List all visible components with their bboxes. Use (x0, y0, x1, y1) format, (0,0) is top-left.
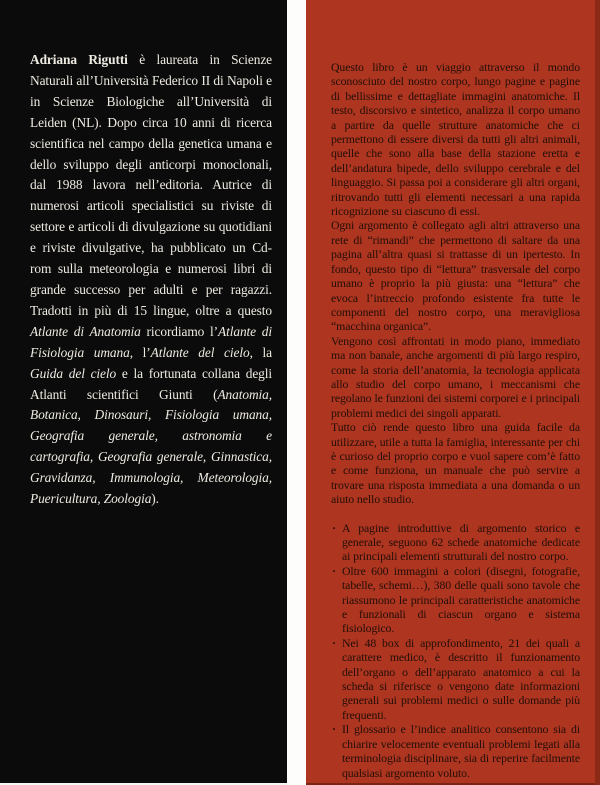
author-bio-panel (0, 0, 287, 785)
bio-text-segment: Anatomia, Botanica, Dinosauri, Fisiologia umana, Geografia generale, astronomia e cartografia, Geografia generale, Ginnastica, Gravidanza, Immunologia, Meteorologia, Puericultura, Zoologia (30, 386, 272, 507)
feature-item-text: Nei 48 box di approfondimento, 21 dei quali a carattere medico, è descritto il funzionamento dell’organo o dell’apparato anatomico a cui la scheda si riferisce o vengono date informazioni generali sui problemi medici o sulle domande più frequenti. (342, 635, 580, 722)
description-paragraph: Vengono così affrontati in modo piano, immediato ma non banale, anche argomenti di più largo respiro, come la storia dell’anatomia, la tecnologia applicata allo studio del corpo umano, i meccanismi che regolano le funzioni dei sistemi corporei e i principali problemi medici dei singoli apparati. (331, 333, 580, 420)
spine-divider (287, 0, 306, 785)
feature-item (331, 722, 580, 780)
bio-text-segment: , l’ (129, 344, 151, 360)
author-bio-text (30, 50, 272, 510)
book-description-paragraphs (331, 60, 580, 507)
bio-text-segment: , la (249, 344, 272, 360)
feature-item-text: Oltre 600 immagini a colori (disegni, fotografie, tabelle, schemi…), 380 delle quali sono tavole che riassumono le principali caratteristiche anatomiche e funzionali di ciascun organo e sistema fisiologico. (342, 563, 580, 636)
bio-text-segment: e la fortunata collana degli Atlanti scientifici Giunti ( (30, 365, 272, 402)
description-paragraph: Tutto ciò rende questo libro una guida facile da utilizzare, utile a tutta la famiglia, interessante per chi è curioso del proprio corpo e vuol sapere com’è fatto e come funziona, un manuale che può servire a trovare una risposta immediata a una domanda o un aiuto nello studio. (331, 420, 580, 507)
bio-text-segment: Atlante di Fisiologia umana (30, 323, 272, 360)
bio-text-segment: è laureata in Scienze Naturali all’Università Federico II di Napoli e in Scienze Biologiche all’Università di Leiden (NL). Dopo circa 10 anni di ricerca scientifica nel campo della genetica umana e dello sviluppo degli anticorpi monoclonali, dal 1988 lavora nell’editoria. Autrice di numerosi articoli specialistici su riviste di settore e articoli di divulgazione su quotidiani e riviste divulgative, ha pubblicato un Cd-rom sulla meteorologia e numerosi libri di grande successo per adulti e per ragazzi. Tradotti in più di 15 lingue, oltre a questo (30, 52, 273, 318)
feature-item-text: Il glossario e l’indice analitico consentono sia di chiarire velocemente eventuali problemi legati alla terminologia disciplinare, sia di reperire facilmente qualsiasi argomento voluto. (342, 722, 580, 780)
bio-text-segment: Guida del cielo (30, 365, 117, 381)
bullet-icon: · (332, 520, 336, 535)
feature-item (331, 564, 580, 636)
feature-bullet-list (331, 521, 580, 780)
feature-item (331, 521, 580, 564)
bio-text-segment: Adriana Rigutti (30, 52, 128, 67)
description-paragraph: Questo libro è un viaggio attraverso il mondo sconosciuto del nostro corpo, lungo pagine e pagine di bellissime e dettagliate immagini anatomiche. Il testo, discorsivo e sintetico, analizza il corpo umano a partire da quelle strutture anatomiche che ci permettono di essere diversi da tutti gli altri animali, quelle che sono alla base della stazione eretta e dell’andatura bipede, dello sviluppo cerebrale e del linguaggio. Si passa poi a considerare gli altri organi, ritrovando tutti gli elementi necessari a una rapida ricognizione su ciascuno di essi. (331, 60, 580, 219)
book-description-panel (306, 0, 600, 785)
feature-item (331, 636, 580, 722)
feature-item-text: A pagine introduttive di argomento storico e generale, seguono 62 schede anatomiche dedicate ai principali elementi strutturali del nostro corpo. (342, 520, 580, 564)
description-paragraph: Ogni argomento è collegato agli altri attraverso una rete di “rimandi” che permettono di saltare da una pagina all’altra quasi si trattasse di un ipertesto. In fondo, questo tipo di “lettura” trasversale del corpo umano è proprio la più giusta: una “lettura” che evoca l’intreccio profondo esistente fra tutte le componenti del nostro corpo, una meravigliosa “macchina organica”. (331, 218, 580, 334)
bio-text-segment: Atlante di Anatomia (30, 323, 141, 339)
bio-text-segment: ). (151, 491, 159, 507)
bio-text-segment: ricordiamo l’ (140, 323, 219, 339)
bullet-icon: · (332, 563, 336, 578)
bullet-icon: · (332, 722, 336, 737)
bio-text-segment: Atlante del cielo (150, 344, 250, 360)
bullet-icon: · (332, 635, 336, 650)
